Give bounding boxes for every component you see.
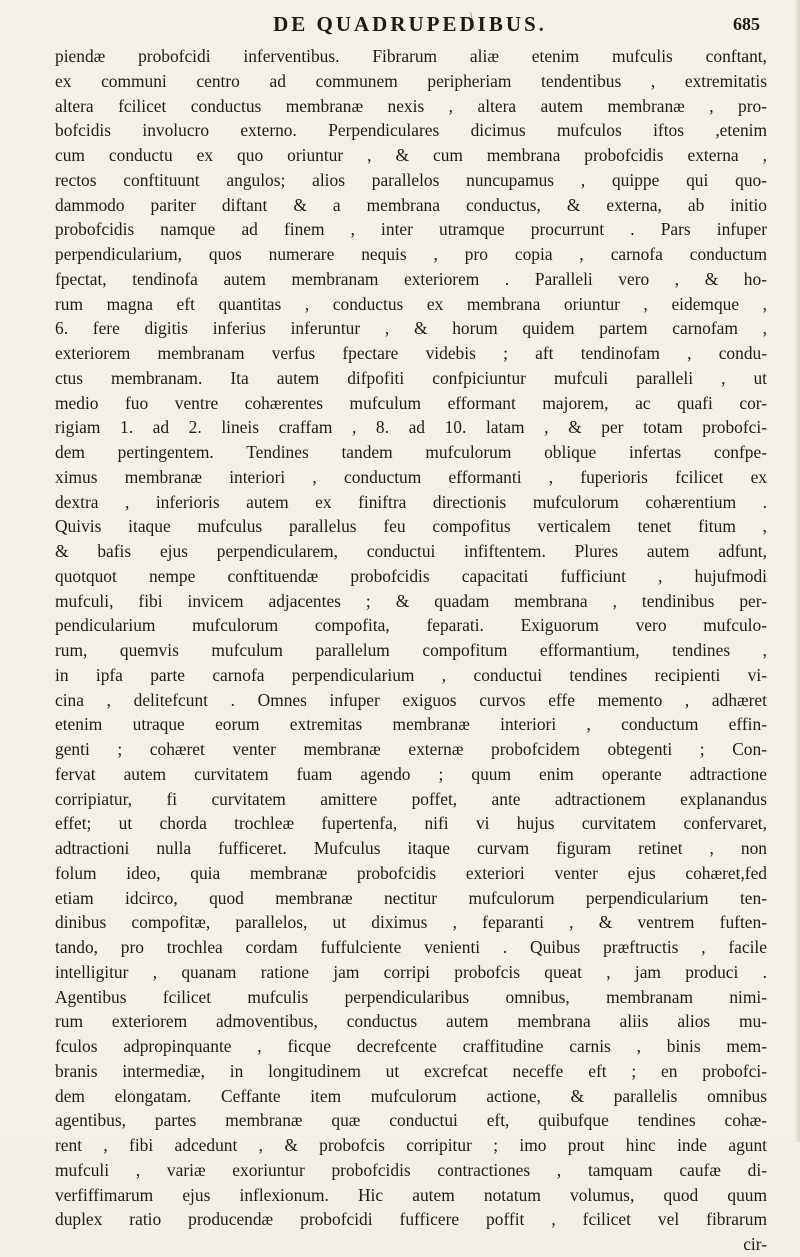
text-line: genti ; cohæret venter membranæ externæ probofcidem obtegenti ; Con- [55,739,767,759]
text-line: intelligitur , quanam ratione jam corripi probofcis queat , jam produci . [55,961,767,982]
text-line: piendæ probofcidi inferventibus. Fibrarum aliæ etenim mufculis conftant, [55,46,767,66]
text-line: dem pertingentem. Tendines tandem mufculorum oblique infertas confpe- [55,442,767,462]
text-line: tando, pro trochlea cordam fuffulciente venienti . Quibus præftructis , facile [55,937,767,957]
text-line: cir- [743,1234,767,1254]
text-line: fervat autem curvitatem fuam agendo ; quum enim operante adtractione [55,763,767,784]
text-line: & bafis ejus perpendicularem, conductui infiftentem. Plures autem adfunt, [55,541,767,561]
text-line: dammodo pariter diftant & a membrana conductus, & externa, ab initio [55,194,767,215]
text-line: adtractioni nulla fufficeret. Mufculus itaque curvam figuram retinet , non [55,838,767,858]
text-line: folum ideo, quia membranæ probofcidis exteriori venter ejus cohæret,fed [55,862,767,883]
text-line: cum conductu ex quo oriuntur , & cum membrana probofcidis externa , [55,145,767,165]
text-line: rigiam 1. ad 2. lineis craffam , 8. ad 10. latam , & per totam probofci- [55,417,767,438]
text-line: branis intermediæ, in longitudinem ut excrefcat neceffe eft ; en probofci- [55,1060,767,1081]
text-line: altera fcilicet conductus membranæ nexis , altera autem membranæ , pro- [55,95,767,116]
text-line: ctus membranam. Ita autem difpofiti confpiciuntur mufculi paralleli , ut [55,367,767,388]
text-line: probofcidis namque ad finem , inter utramque procurrunt . Pars infuper [55,219,767,240]
text-line: rum, quemvis mufculum parallelum compofitum efformantium, tendines , [55,640,767,660]
text-line: etenim utraque eorum extremitas membranæ interiori , conductum effin- [55,714,767,735]
text-line: perpendicularium, quos numerare nequis , pro copia , carnofa conductum [55,244,767,264]
page-number: 685 [733,14,760,34]
text-line: verfiffimarum ejus inflexionum. Hic autem notatum volumus, quod quum [55,1184,767,1205]
text-line: corripiatur, fi curvitatem amittere poffet, ante adtractionem explanandus [55,788,767,809]
running-title: DE QUADRUPEDIBUS. [273,12,547,36]
text-line: in ipfa parte carnofa perpendicularium , conductui tendines recipienti vi- [55,664,767,685]
text-line: pendicularium mufculorum compofita, feparati. Exiguorum vero mufculo- [55,615,767,636]
text-line: ximus membranæ interiori , conductum efformanti , fuperioris fcilicet ex [55,466,767,487]
text-line: duplex ratio producendæ probofcidi fufficere poffit , fcilicet vel fibrarum [55,1209,767,1230]
text-line: bofcidis involucro externo. Perpendiculares dicimus mufculos iftos ,etenim [55,120,767,141]
text-line: fculos adpropinquante , ficque decrefcente craffitudine carnis , binis mem- [55,1036,767,1056]
text-line: rum exteriorem admoventibus, conductus autem membrana aliis alios mu- [55,1011,767,1032]
text-line: ex communi centro ad communem peripheriam tendentibus , extremitatis [55,70,767,91]
text-line: rum magna eft quantitas , conductus ex membrana oriuntur , eidemque , [55,293,767,314]
text-line: Agentibus fcilicet mufculis perpendicularibus omnibus, membranam nimi- [55,986,767,1007]
text-line: etiam idcirco, quod membranæ nectitur mufculorum perpendicularium ten- [55,887,767,908]
text-line: Quivis itaque mufculus parallelus feu compofitus verticalem tenet fitum , [55,516,767,537]
page-edge-shadow [794,0,800,1142]
text-line: rectos conftituunt angulos; alios parallelos nuncupamus , quippe qui quo- [55,169,767,190]
text-line: 6. fere digitis inferius inferuntur , & horum quidem partem carnofam , [55,318,767,339]
text-line: mufculi, fibi invicem adjacentes ; & quadam membrana , tendinibus per- [55,590,767,611]
text-line: agentibus, partes membranæ quæ conductui eft, quibufque tendines cohæ- [55,1110,767,1131]
text-line: effet; ut chorda trochleæ fupertenfa, nifi vi hujus curvitatem confervaret, [55,813,767,834]
text-line: medio fuo ventre cohærentes mufculum efformant majorem, ac quafi cor- [55,392,767,413]
text-line: exteriorem membranam verfus fpectare videbis ; aft tendinofam , condu- [55,343,767,363]
body-text [55,44,767,1257]
text-line: dem elongatam. Ceffante item mufculorum actione, & parallelis omnibus [55,1085,767,1106]
text-line: cina , delitefcunt . Omnes infuper exiguos curvos effe memento , adhæret [55,689,767,710]
text-line: dinibus compofitæ, parallelos, ut diximus , feparanti , & ventrem fuften- [55,912,767,933]
text-line: mufculi , variæ exoriuntur probofcidis contractiones , tamquam caufæ di- [55,1159,767,1180]
text-line: rent , fibi adcedunt , & probofcis corripitur ; imo prout hinc inde agunt [55,1135,767,1155]
text-line: dextra , inferioris autem ex finiftra directionis mufculorum cohærentium . [55,491,767,512]
page-header [60,12,760,48]
text-line: fpectat, tendinofa autem membranam exteriorem . Paralleli vero , & ho- [55,268,767,289]
text-line: quotquot nempe conftituendæ probofcidis capacitati fufficiunt , hujufmodi [55,565,767,586]
